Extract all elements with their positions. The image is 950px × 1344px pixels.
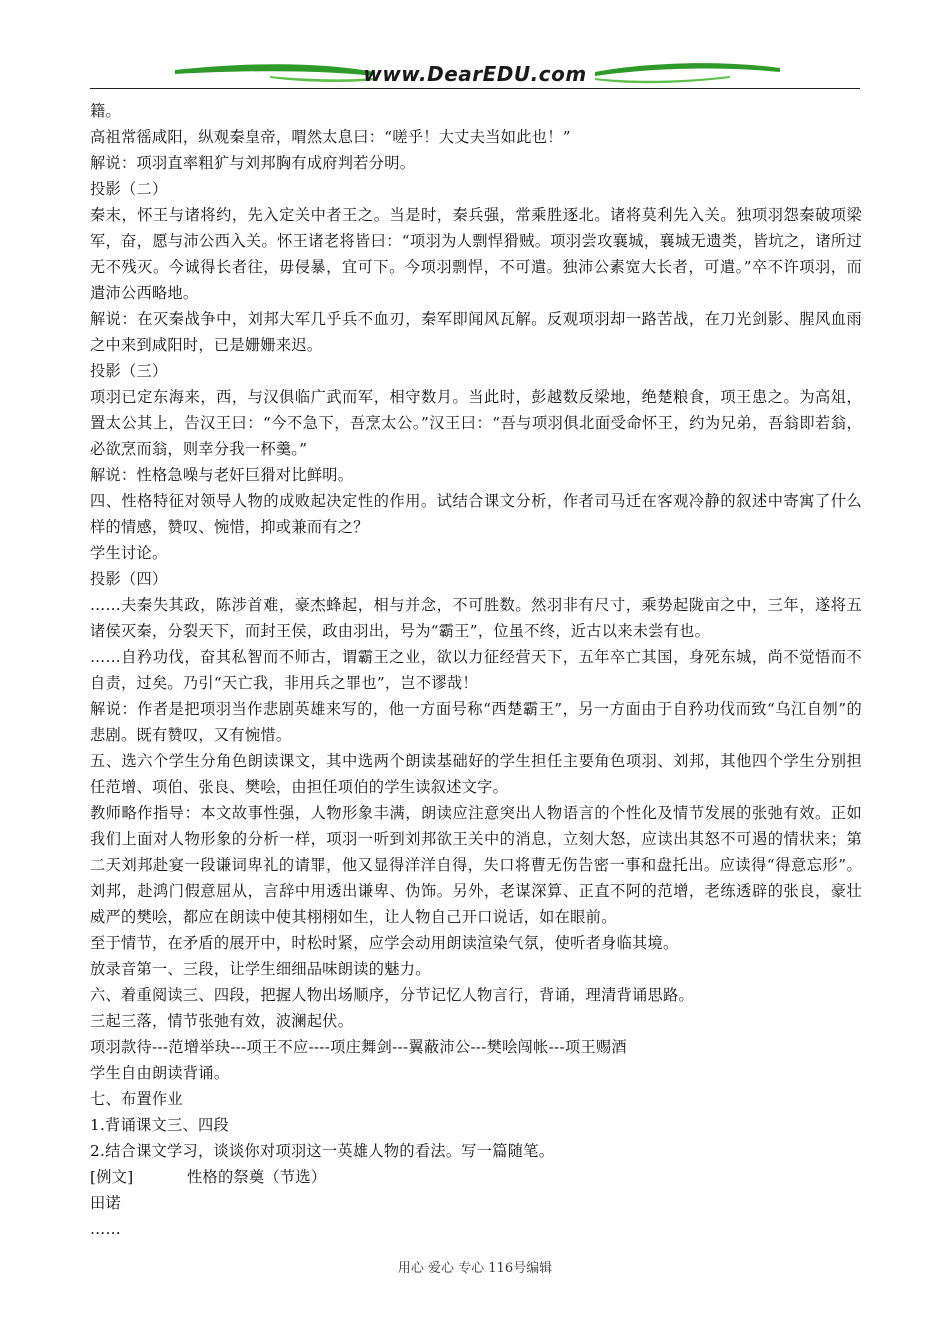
ellipsis: ……: [90, 1220, 121, 1238]
paragraph: 六、着重阅读三、四段，把握人物出场顺序，分节记忆人物言行，背诵，理清背诵思路。: [90, 986, 695, 1004]
paragraph: 三起三落，情节张弛有效，波澜起伏。: [90, 1012, 354, 1030]
example-heading: [90, 1164, 862, 1190]
paragraph: 教师略作指导：本文故事性强，人物形象丰满，朗读应注意突出人物语言的个性化及情节发展的张弛有效。正如我们上面对人物形象的分析一样，项羽一听到刘邦欲王关中的消息，立刻大怒，应读出其怒不可遏的情状来；第二天刘邦赴宴一段谦词卑礼的请罪，他又显得洋洋自得，失口将曹无伤告密一事和盘托出。应读得“得意忘形”。刘邦，赴鸿门假意屈从，言辞中用透出谦卑、伪饰。另外，老谋深算、正直不阿的范增，老练透辟的张良，豪壮威严的樊哙，都应在朗读中使其栩栩如生，让人物自己开口说话，如在眼前。: [90, 804, 862, 926]
paragraph: 高祖常徭咸阳，纵观秦皇帝，喟然太息曰：“嗟乎！大丈夫当如此也！”: [90, 128, 571, 146]
paragraph: ……夫秦失其政，陈涉首难，豪杰蜂起，相与并念，不可胜数。然羽非有尺寸，乘势起陇亩之中，三年，遂将五诸侯灭秦，分裂天下，而封王侯，政由羽出，号为“霸王”，位虽不终，近古以来未尝有也。: [90, 596, 862, 640]
section-heading: 投影（二）: [90, 180, 168, 198]
paragraph: 解说：性格急噪与老奸巨猾对比鲜明。: [90, 466, 354, 484]
paragraph: 放录音第一、三段，让学生细细品味朗读的魅力。: [90, 960, 431, 978]
paragraph: 至于情节，在矛盾的展开中，时松时紧，应学会动用朗读渲染气氛，使听者身临其境。: [90, 934, 679, 952]
site-header: [90, 58, 860, 90]
section-heading: 投影（四）: [90, 570, 168, 588]
paragraph: 秦末，怀王与诸将约，先入定关中者王之。当是时，秦兵强，常乘胜逐北。诸将莫利先入关。独项羽怨秦破项梁军，奋，愿与沛公西入关。怀王诸老将皆曰：“项羽为人剽悍猾贼。项羽尝攻襄城，襄城无遗类，皆坑之，诸所过无不残灭。今诚得长者往，毋侵暴，宜可下。今项羽剽悍，不可遣。独沛公素宽大长者，可遣。”卒不许项羽，而遣沛公西略地。: [90, 206, 862, 302]
paragraph: 四、性格特征对领导人物的成败起决定性的作用。试结合课文分析，作者司马迁在客观冷静的叙述中寄寓了什么样的情感，赞叹、惋惜，抑或兼而有之？: [90, 492, 862, 536]
author-name: 田诺: [90, 1194, 121, 1212]
paragraph: 学生讨论。: [90, 544, 168, 562]
paragraph: 项羽款待---范增举玦---项王不应----项庄舞剑---翼蔽沛公---樊哙闯帐---项王赐酒: [90, 1038, 627, 1056]
paragraph: 解说：在灭秦战争中，刘邦大军几乎兵不血刃，秦军即闻风瓦解。反观项羽却一路苦战，在刀光剑影、腥风血雨之中来到咸阳时，已是姗姗来迟。: [90, 310, 862, 354]
list-item: 2.结合课文学习，谈谈你对项羽这一英雄人物的看法。写一篇随笔。: [90, 1142, 555, 1160]
paragraph: 解说：项羽直率粗犷与刘邦胸有成府判若分明。: [90, 154, 416, 172]
paragraph: ……自矜功伐，奋其私智而不师古，谓霸王之业，欲以力征经营天下，五年卒亡其国，身死东城，尚不觉悟而不自责，过矣。乃引“天亡我，非用兵之罪也”，岂不谬哉！: [90, 648, 862, 692]
example-title: 性格的祭奠（节选）: [187, 1168, 327, 1186]
paragraph: 解说：作者是把项羽当作悲剧英雄来写的，他一方面号称“西楚霸王”，另一方面由于自矜功伐而致“乌江自刎”的悲剧。既有赞叹，又有惋惜。: [90, 700, 862, 744]
page-footer: 用心 爱心 专心 116号编辑: [397, 1261, 553, 1276]
paragraph: 项羽已定东海来，西，与汉俱临广武而军，相守数月。当此时，彭越数反梁地，绝楚粮食，项王患之。为高俎，置太公其上，告汉王曰：“今不急下，吾烹太公。”汉王曰：“吾与项羽俱北面受命怀王，约为兄弟，吾翁即若翁，必欲烹而翁，则幸分我一杯羹。”: [90, 388, 862, 458]
paragraph: 籍。: [90, 102, 121, 120]
example-label: [例文]: [90, 1168, 134, 1186]
header-divider: [90, 88, 860, 89]
document-body: [90, 98, 862, 1242]
list-item: 1.背诵课文三、四段: [90, 1116, 229, 1134]
paragraph: 五、选六个学生分角色朗读课文，其中选两个朗读基础好的学生担任主要角色项羽、刘邦，其他四个学生分别担任范增、项伯、张良、樊哙，由担任项伯的学生读叙述文字。: [90, 752, 862, 796]
section-heading: 七、布置作业: [90, 1090, 183, 1108]
paragraph: 学生自由朗读背诵。: [90, 1064, 230, 1082]
section-heading: 投影（三）: [90, 362, 168, 380]
site-logo: www.DearEDU.com: [363, 62, 587, 86]
